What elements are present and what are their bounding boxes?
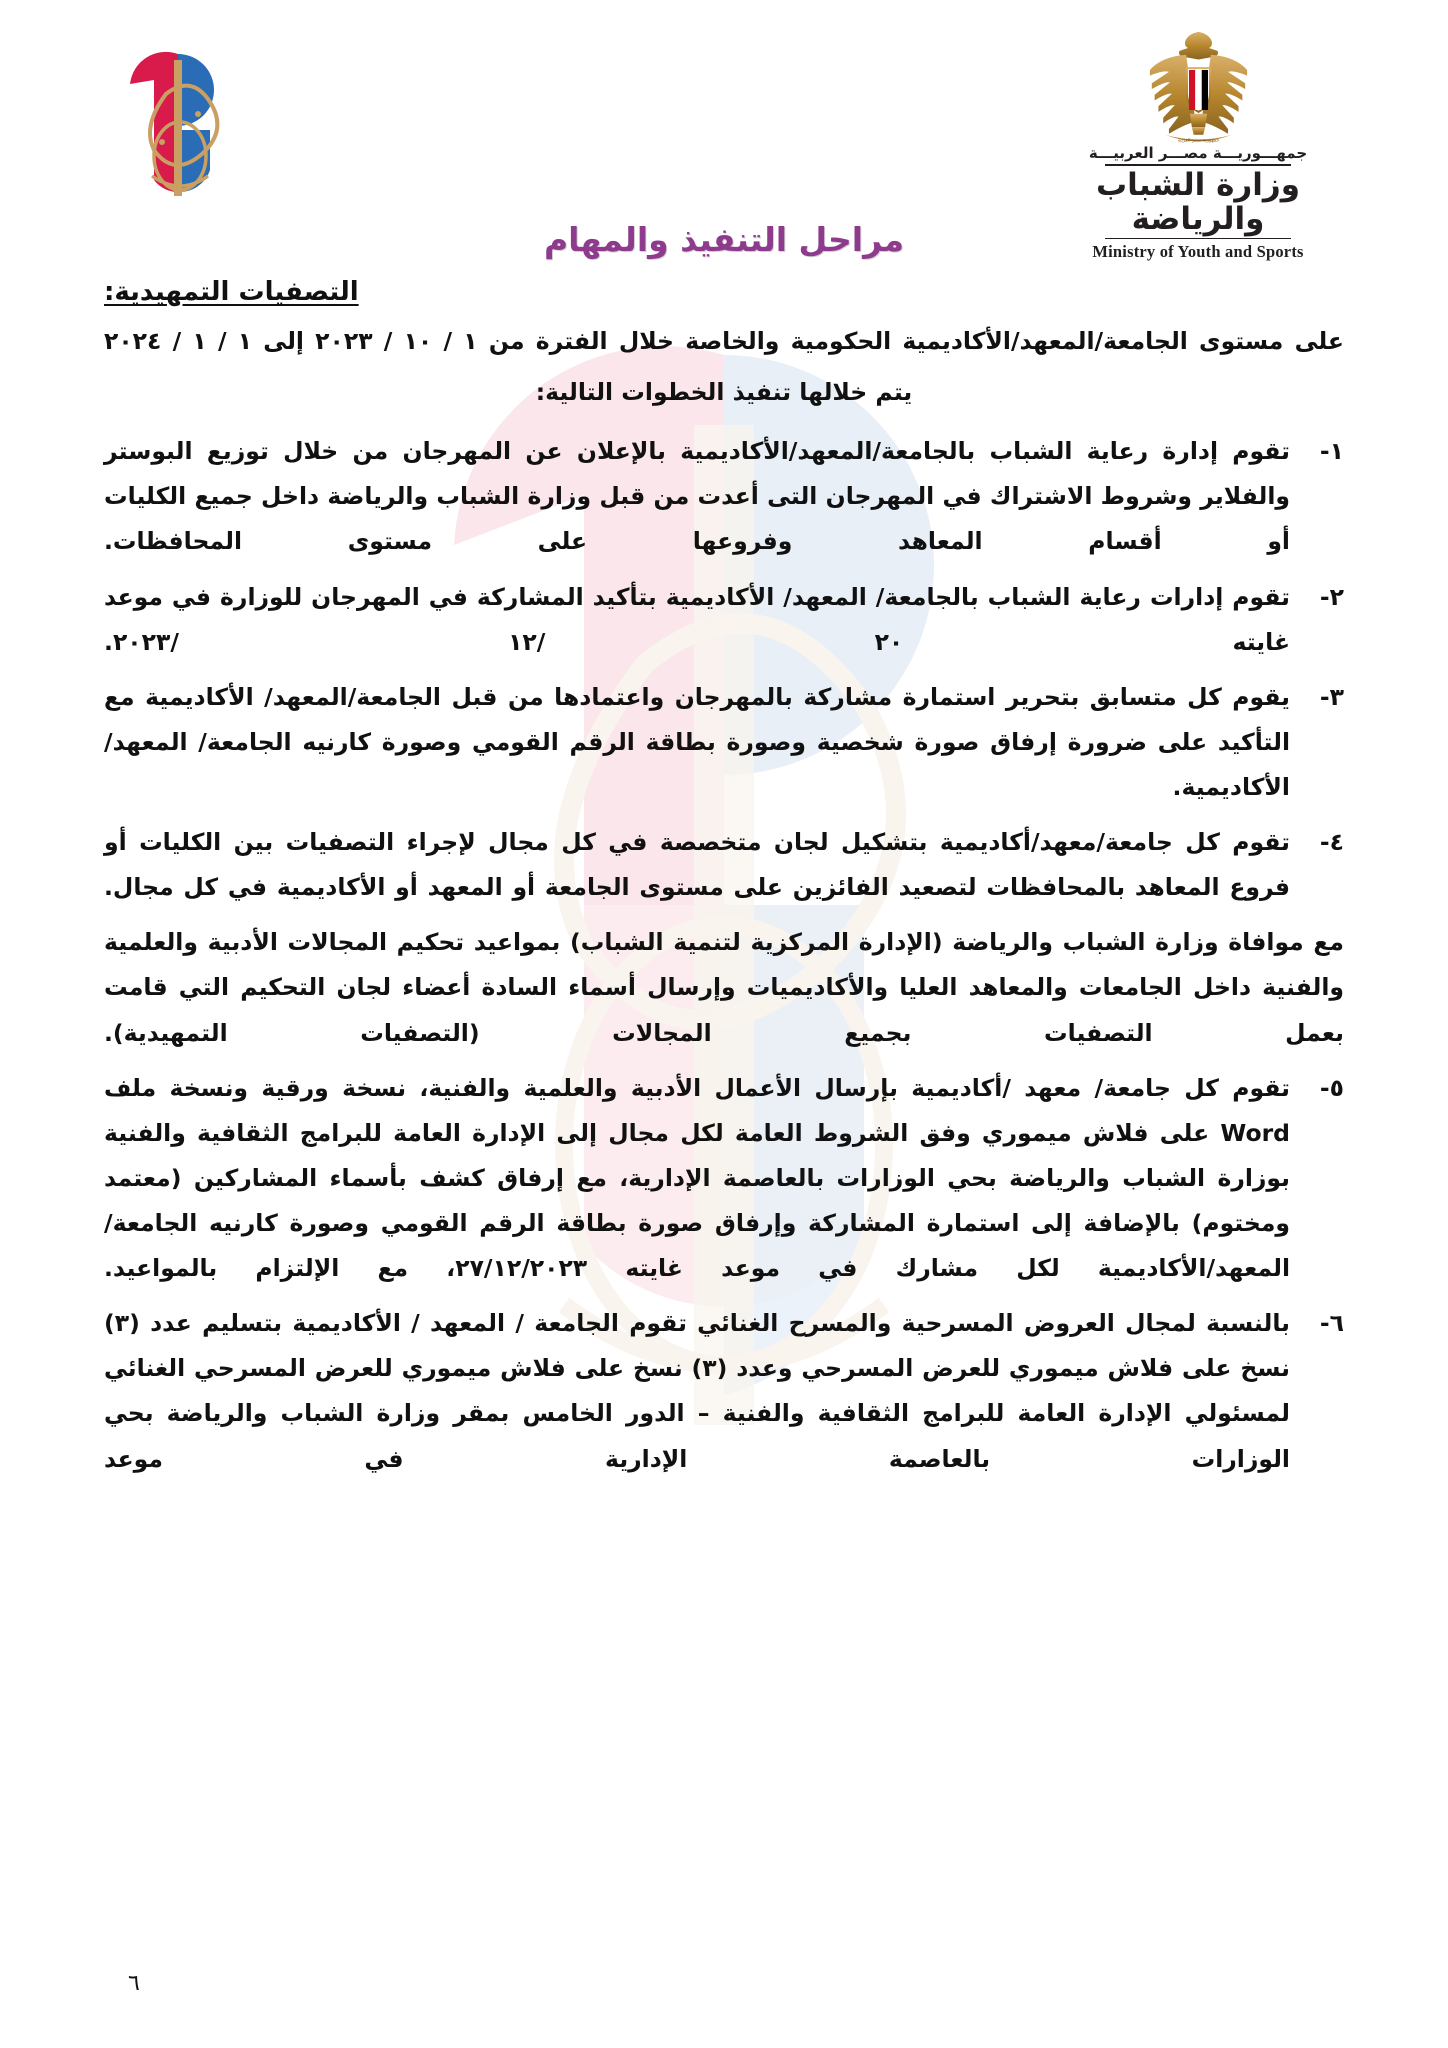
- list-item: [104, 1301, 1344, 1481]
- section-heading: [104, 277, 1344, 307]
- lead-paragraph: على مستوى الجامعة/المعهد/الأكاديمية الحكومية والخاصة خلال الفترة من ١ / ١٠ / ٢٠٢٣ إلى ١ / ١ / ٢٠٢٤: [104, 327, 1344, 355]
- step-text: تقوم إدارات رعاية الشباب بالجامعة/ المعهد/ الأكاديمية بتأكيد المشاركة في المهرجان للوزارة في موعد غايته ٢٠ /١٢ /٢٠٢٣.: [104, 582, 1290, 656]
- step-number: ١-: [1319, 437, 1344, 466]
- list-item: [104, 575, 1344, 665]
- ministry-country-line: جمهـــوريـــة مصـــر العربيـــة: [1088, 144, 1308, 162]
- step-text: يقوم كل متسابق بتحرير استمارة مشاركة بالمهرجان واعتمادها من قبل الجامعة/المعهد/ الأكاديمية مع التأكيد على ضرورة إرفاق صورة شخصية وصورة بطاقة الرقم القومي وصورة كارنيه الجامعة/ المعهد/ الأكاديمية.: [104, 682, 1290, 801]
- svg-text:جمهورية مصر العربية: جمهورية مصر العربية: [1177, 138, 1219, 144]
- ministry-divider-top: [1105, 164, 1291, 166]
- list-item: [104, 429, 1344, 564]
- lead-paragraph-2: يتم خلالها تنفيذ الخطوات التالية:: [535, 378, 913, 407]
- step-number: ٤-: [1319, 828, 1344, 857]
- document-body: [0, 277, 1448, 1482]
- step-number: ٥-: [1319, 1073, 1344, 1102]
- eagle-of-saladin-icon: [1136, 28, 1261, 150]
- festival-calligraphy-logo: [118, 40, 238, 200]
- list-item: [104, 675, 1344, 810]
- list-item: [104, 1066, 1344, 1292]
- ministry-name-english: Ministry of Youth and Sports: [1092, 242, 1304, 262]
- step-text: تقوم إدارة رعاية الشباب بالجامعة/المعهد/الأكاديمية بالإعلان عن المهرجان من خلال توزيع البوستر والفلاير وشروط الاشتراك في المهرجان التى أعدت من قبل وزارة الشباب والرياضة داخل جميع الكليات أو أقسام المعاهد وفروعها على مستوى المحافظات.: [104, 437, 1290, 556]
- steps-list-continued: [104, 1066, 1344, 1482]
- step-number: ٢-: [1319, 582, 1344, 611]
- section-heading-text: التصفيات التمهيدية:: [104, 277, 359, 307]
- step-text: بالنسبة لمجال العروض المسرحية والمسرح الغنائي تقوم الجامعة / المعهد / الأكاديمية بتسليم عدد (٣) نسخ على فلاش ميموري للعرض المسرحي وعدد (٣) نسخ على فلاش ميموري للعرض المسرحي الغنائي لمسئولي الإدارة العامة للبرامج الثقافية والفنية – الدور الخامس بمقر وزارة الشباب والرياضة بحي الوزارات بالعاصمة الإدارية في موعد: [104, 1309, 1290, 1473]
- note-after-step-4: مع موافاة وزارة الشباب والرياضة (الإدارة المركزية لتنمية الشباب) بمواعيد تحكيم المجالات الأدبية والعلمية والفنية داخل الجامعات والمعاهد العليا والأكاديميات وإرسال أسماء السادة أعضاء لجان التحكيم التي قامت بعمل التصفيات بجميع المجالات (التصفيات التمهيدية).: [104, 928, 1344, 1047]
- ministry-name-arabic: وزارة الشباب والرياضة: [1096, 166, 1300, 238]
- step-text: تقوم كل جامعة/معهد/أكاديمية بتشكيل لجان متخصصة في كل مجال لإجراء التصفيات بين الكليات أو فروع المعاهد بالمحافظات لتصعيد الفائزين على مستوى الجامعة أو المعهد أو الأكاديمية في كل مجال.: [104, 828, 1290, 902]
- steps-list: [104, 429, 1344, 910]
- list-item: [104, 820, 1344, 910]
- step-text: تقوم كل جامعة/ معهد /أكاديمية بإرسال الأعمال الأدبية والعلمية والفنية، نسخة ورقية ونسخة ملف Word على فلاش ميموري وفق الشروط العامة لكل مجال إلى الإدارة العامة للبرامج الثقافية والفنية بوزارة الشباب والرياضة بحي الوزارات بالعاصمة الإدارية، مع إرفاق كشف بأسماء المشاركين (معتمد ومختوم) بالإضافة إلى استمارة المشاركة وإرفاق صورة بطاقة الرقم القومي وصورة كارنيه الجامعة/المعهد/الأكاديمية لكل مشارك في موعد غايته ٢٧/١٢/٢٠٢٣، مع الإلتزام بالمواعيد.: [104, 1073, 1291, 1283]
- step-number: ٣-: [1319, 682, 1344, 711]
- page-title: مراحل التنفيذ والمهام: [543, 220, 905, 259]
- page-number: ٦: [128, 1971, 140, 1996]
- step-number: ٦-: [1319, 1309, 1344, 1338]
